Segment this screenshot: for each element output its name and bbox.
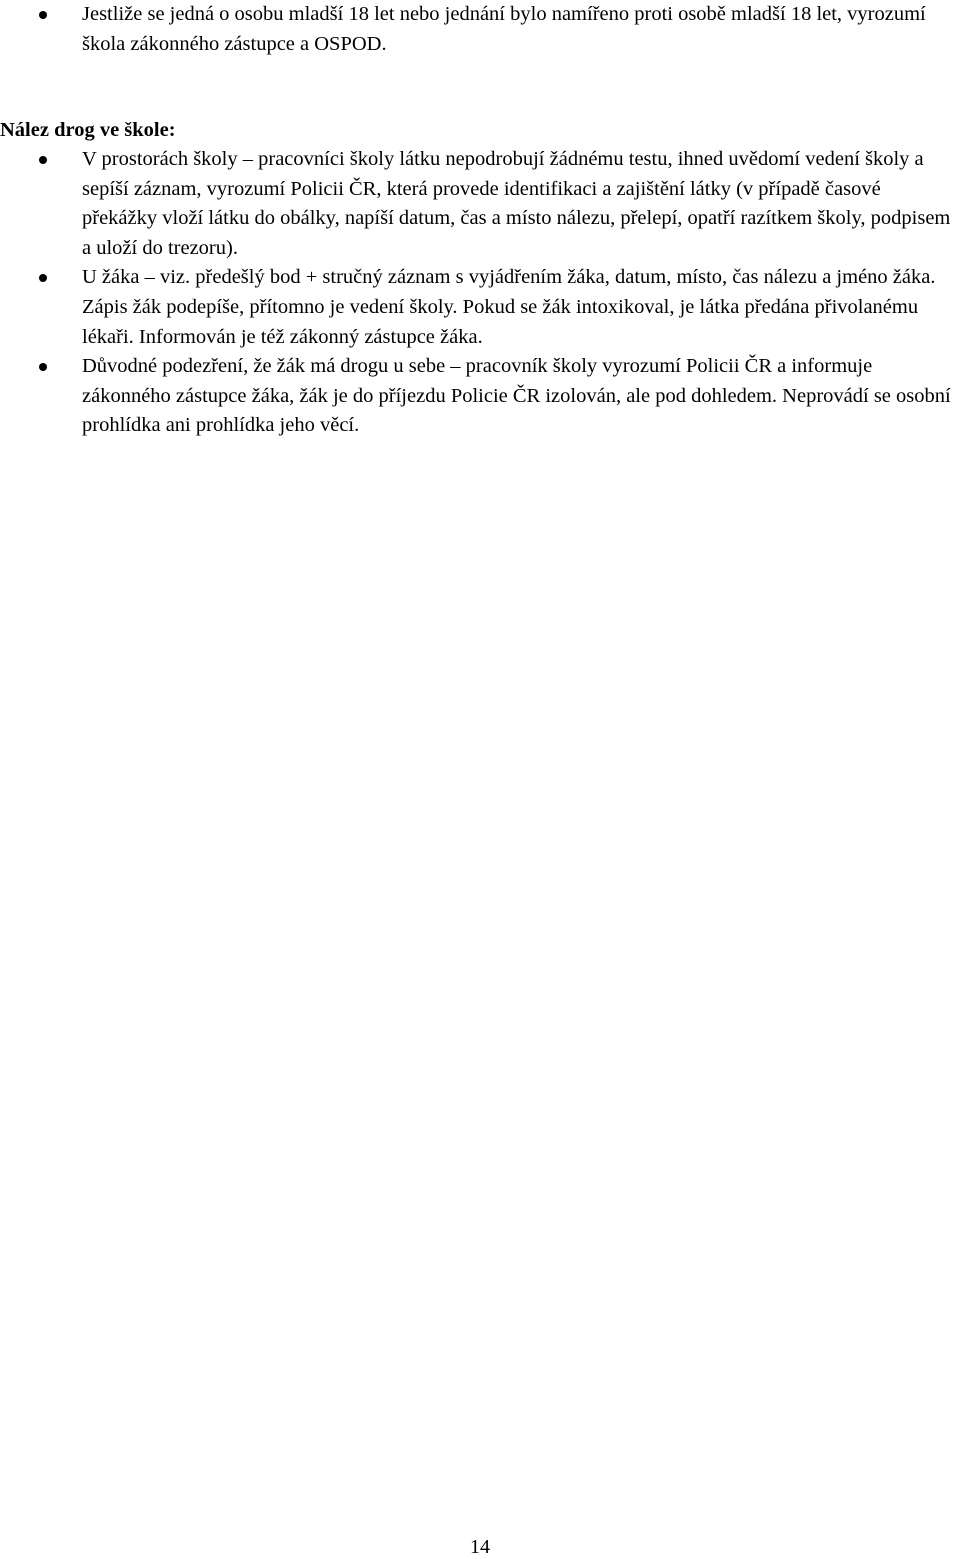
bullet-icon: [39, 11, 47, 19]
intro-bullet-list: [0, 0, 960, 59]
bullet-icon: [39, 156, 47, 164]
page-number: 14: [470, 1536, 490, 1558]
bullet-item-text: V prostorách školy – pracovníci školy látku nepodrobují žádnému testu, ihned uvědomí vedení školy a sepíší záznam, vyrozumí Policii ČR, která provede identifikaci a zajištění látky (v případě časové překážky vloží látku do obálky, napíší datum, čas a místo nálezu, přelepí, opatří razítkem školy, podpisem a uloží do trezoru).: [82, 148, 951, 259]
bullet-icon: [39, 363, 47, 371]
bullet-item-text: Jestliže se jedná o osobu mladší 18 let nebo jednání bylo namířeno proti osobě mladší 18 let, vyrozumí škola zákonného zástupce a OSPOD.: [82, 3, 926, 55]
bullet-item-text: U žáka – viz. předešlý bod + stručný záznam s vyjádřením žáka, datum, místo, čas nálezu a jméno žáka. Zápis žák podepíše, přítomno je vedení školy. Pokud se žák intoxikoval, je látka předána přivolanému lékaři. Informován je též zákonný zástupce žáka.: [82, 266, 936, 348]
bullet-item-pupil: [0, 263, 960, 352]
bullet-item-suspicion: [0, 352, 960, 441]
section-bullet-list: [0, 145, 960, 441]
section-heading: Nález drog ve škole:: [0, 119, 176, 141]
bullet-item-school-premises: [0, 145, 960, 263]
bullet-item-minor-notification: [0, 0, 960, 59]
bullet-icon: [39, 274, 47, 282]
bullet-item-text: Důvodné podezření, že žák má drogu u sebe – pracovník školy vyrozumí Policii ČR a informuje zákonného zástupce žáka, žák je do příjezdu Policie ČR izolován, ale pod dohledem. Neprovádí se osobní prohlídka ani prohlídka jeho věcí.: [82, 355, 951, 437]
